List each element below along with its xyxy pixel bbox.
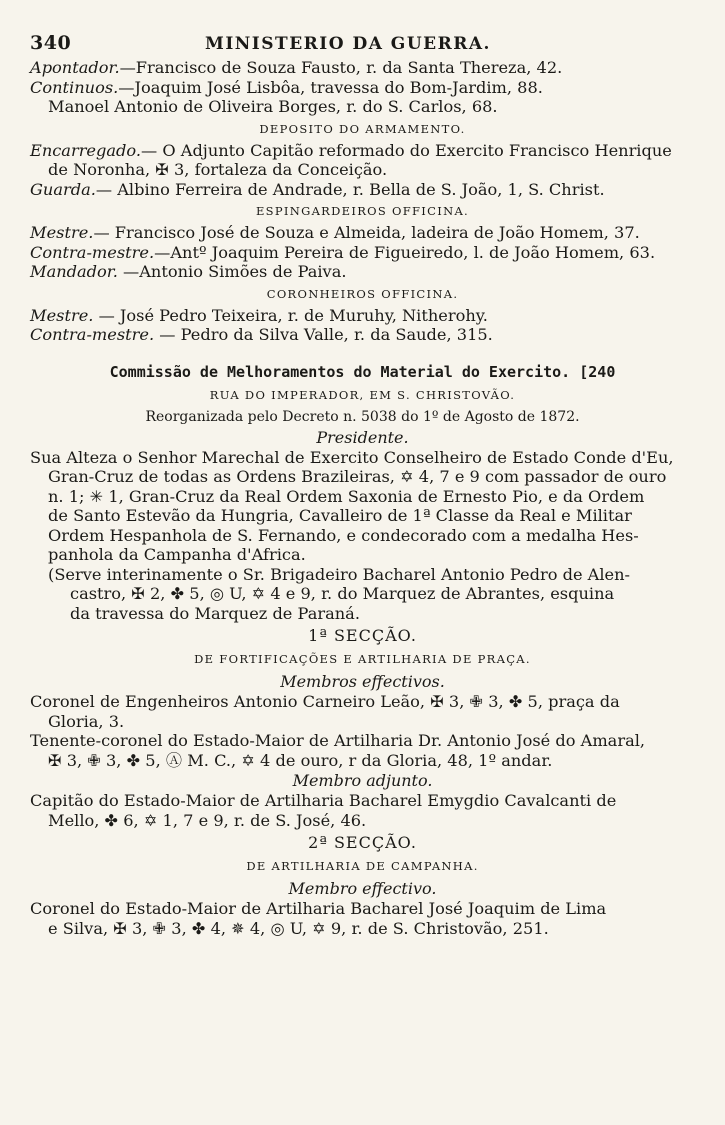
commission-decree: Reorganizada pelo Decreto n. 5038 do 1º de Agosto de 1872. xyxy=(145,408,580,425)
esp-mandador-entry xyxy=(30,262,695,282)
presidente-label: Presidente. xyxy=(316,427,409,447)
continuos-label: Continuos. xyxy=(30,77,119,97)
apontador-text: —Francisco de Souza Fausto, r. da Santa Thereza, 42. xyxy=(119,58,563,77)
presidente-line: panhola da Campanha d'Africa. xyxy=(48,545,306,564)
presidente-line: Ordem Hespanhola de S. Fernando, e condecorado com a medalha Hes- xyxy=(48,525,639,545)
coronel-lima-line: Coronel do Estado-Maior de Artilharia Bacharel José Joaquim de Lima xyxy=(30,899,607,918)
cor-contra-entry xyxy=(30,325,695,345)
membro-effectivo-label: Membro effectivo. xyxy=(288,879,437,898)
esp-contra-text: —Antº Joaquim Pereira de Figueiredo, l. de João Homem, 63. xyxy=(154,242,656,262)
tenente-coronel-line: ✠ 3, ✙ 3, ✤ 5, Ⓐ M. C., ✡ 4 de ouro, r da Gloria, 48, 1º andar. xyxy=(48,750,553,770)
cor-mestre-entry xyxy=(30,306,695,326)
esp-mestre-text: — Francisco José de Souza e Almeida, ladeira de João Homem, 37. xyxy=(93,223,640,242)
coronel-engenheiros-line: Gloria, 3. xyxy=(48,711,125,731)
cor-contra-label: Contra-mestre. xyxy=(30,325,155,344)
coronel-engenheiros-line: Coronel de Engenheiros Antonio Carneiro Leão, ✠ 3, ✙ 3, ✤ 5, praça da xyxy=(30,692,620,711)
encarregado-entry xyxy=(30,141,695,161)
guarda-entry xyxy=(30,180,695,200)
presidente-line: n. 1; ✳ 1, Gran-Cruz da Real Ordem Saxonia de Ernesto Pio, e da Ordem xyxy=(48,486,645,506)
seccao1-subtitle: DE FORTIFICAÇÕES E ARTILHARIA DE PRAÇA. xyxy=(194,652,531,666)
cor-mestre-text: — José Pedro Teixeira, r. de Muruhy, Nitherohy. xyxy=(93,305,488,325)
esp-contra-entry xyxy=(30,243,695,263)
presidente-line: Gran-Cruz de todas as Ordens Brazileiras, ✡ 4, 7 e 9 com passador de ouro xyxy=(48,467,667,486)
presidente-line: de Santo Estevão da Hungria, Cavalleiro de 1ª Classe da Real e Militar xyxy=(48,506,632,525)
deposito-heading: DEPOSITO DO ARMAMENTO. xyxy=(259,121,466,136)
commission-title: Commissão de Melhoramentos do Material do Exercito. [240 xyxy=(109,362,616,381)
guarda-label: Guarda. xyxy=(30,179,96,199)
esp-contra-label: Contra-mestre. xyxy=(30,242,155,262)
esp-mandador-text: —Antonio Simões de Paiva. xyxy=(117,262,347,281)
page-header xyxy=(30,30,695,58)
cor-mestre-label: Mestre. xyxy=(30,305,94,325)
page-number: 340 xyxy=(30,32,72,54)
encarregado-label: Encarregado. xyxy=(30,140,141,160)
esp-mestre-label: Mestre. xyxy=(30,223,94,242)
espingardeiros-heading: ESPINGARDEIROS OFFICINA. xyxy=(255,204,470,218)
apontador-label: Apontador. xyxy=(30,58,120,77)
seccao2-subtitle: DE ARTILHARIA DE CAMPANHA. xyxy=(246,859,479,873)
continuos-entry xyxy=(30,78,695,98)
guarda-text: — Albino Ferreira de Andrade, r. Bella de S. João, 1, S. Christ. xyxy=(95,179,605,199)
esp-mestre-entry xyxy=(30,223,695,243)
encarregado-text: — O Adjunto Capitão reformado do Exercito Francisco Henrique xyxy=(141,140,672,160)
tenente-coronel-line: Tenente-coronel do Estado-Maior de Artilharia Dr. Antonio José do Amaral, xyxy=(30,731,646,750)
membro-adjunto-label: Membro adjunto. xyxy=(292,771,433,790)
encarregado-continuation: de Noronha, ✠ 3, fortaleza da Conceição. xyxy=(48,160,388,179)
serve-line: castro, ✠ 2, ✤ 5, ◎ U, ✡ 4 e 9, r. do Marquez de Abrantes, esquina xyxy=(70,584,615,603)
running-head: MINISTERIO DA GUERRA. xyxy=(205,34,491,54)
manoel-entry: Manoel Antonio de Oliveira Borges, r. do S. Carlos, 68. xyxy=(48,97,498,116)
seccao1-title: 1ª SECÇÃO. xyxy=(308,626,417,645)
document-page xyxy=(30,30,695,938)
seccao2-title: 2ª SECÇÃO. xyxy=(308,833,417,852)
membros-effectivos-label: Membros effectivos. xyxy=(280,672,445,691)
continuos-text: —Joaquim José Lisbôa, travessa do Bom-Jardim, 88. xyxy=(118,77,543,97)
cor-contra-text: — Pedro da Silva Valle, r. da Saude, 315. xyxy=(154,325,493,344)
esp-mandador-label: Mandador. xyxy=(30,262,118,281)
commission-address: RUA DO IMPERADOR, EM S. CHRISTOVÃO. xyxy=(209,387,516,402)
capitao-line: Capitão do Estado-Maior de Artilharia Bacharel Emygdio Cavalcanti de xyxy=(30,791,617,810)
presidente-line: Sua Alteza o Senhor Marechal de Exercito Conselheiro de Estado Conde d'Eu, xyxy=(30,447,674,467)
coronheiros-heading: CORONHEIROS OFFICINA. xyxy=(266,286,459,301)
capitao-line: Mello, ✤ 6, ✡ 1, 7 e 9, r. de S. José, 46. xyxy=(48,810,367,830)
apontador-entry xyxy=(30,58,695,78)
serve-line: (Serve interinamente o Sr. Brigadeiro Bacharel Antonio Pedro de Alen- xyxy=(48,564,631,584)
serve-line: da travessa do Marquez de Paraná. xyxy=(70,603,360,623)
coronel-lima-line: e Silva, ✠ 3, ✙ 3, ✤ 4, ✵ 4, ◎ U, ✡ 9, r. de S. Christovão, 251. xyxy=(48,918,549,938)
